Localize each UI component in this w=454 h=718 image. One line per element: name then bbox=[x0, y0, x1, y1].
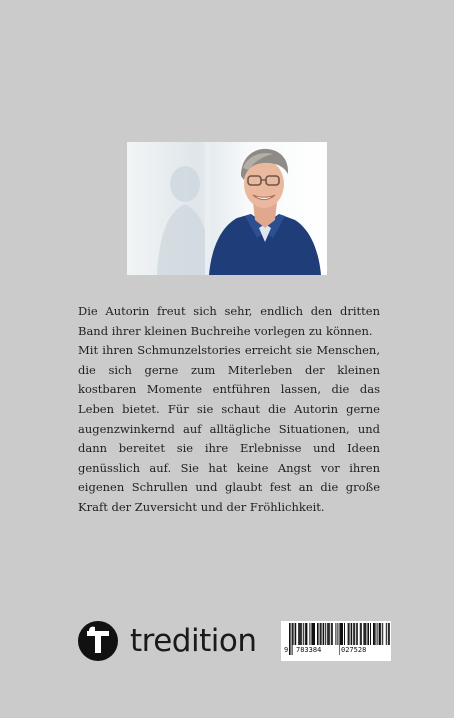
barcode-bar bbox=[353, 623, 354, 645]
barcode-bar bbox=[388, 623, 389, 645]
barcode-bar bbox=[303, 623, 304, 645]
barcode-bar bbox=[370, 623, 371, 645]
barcode-group-2: 027528 bbox=[341, 646, 367, 654]
barcode-bar bbox=[321, 623, 322, 645]
barcode-bar bbox=[327, 623, 328, 645]
barcode-bar bbox=[389, 623, 390, 645]
barcode-bar bbox=[348, 623, 349, 645]
barcode-bar bbox=[367, 623, 369, 645]
barcode-bar bbox=[351, 623, 353, 645]
barcode-bar bbox=[320, 623, 321, 645]
barcode-bar bbox=[349, 623, 350, 645]
isbn-barcode bbox=[281, 621, 391, 661]
barcode-first-digit: 9 bbox=[284, 646, 289, 654]
tredition-logo-icon bbox=[78, 621, 118, 661]
barcode-bar bbox=[293, 623, 294, 645]
barcode-bar bbox=[313, 623, 314, 645]
barcode-bar bbox=[328, 623, 330, 645]
barcode-bar bbox=[380, 623, 381, 645]
publisher-name: tredition bbox=[130, 623, 257, 659]
barcode-bar bbox=[335, 623, 336, 645]
barcode-bar bbox=[298, 623, 299, 645]
barcode-bar bbox=[386, 623, 387, 645]
author-photo bbox=[127, 142, 327, 275]
barcode-bar bbox=[382, 623, 383, 645]
barcode-bar bbox=[331, 623, 332, 645]
blurb-paragraph: Mit ihren Schmunzelstories erreicht sie Menschen, die sich gerne zum Miterleben der kleinen kostbaren Momente entführen lassen, die das Leben bietet. Für sie schaut die Autorin gerne augenzwinkernd auf alltägliche Situationen, und dann bereitet sie ihre Erlebnisse und Ideen genüsslich auf. Sie hat keine Angst vor ihren eigenen Schrullen und glaubt fest an die große Kraft der Zuversicht und der Fröhlichkeit. bbox=[78, 343, 380, 514]
barcode-bar bbox=[373, 623, 375, 645]
barcode-bar bbox=[356, 623, 358, 645]
barcode-bar bbox=[309, 623, 310, 645]
barcode-bar bbox=[344, 623, 345, 645]
barcode-bar bbox=[332, 623, 333, 645]
barcode-bar bbox=[306, 623, 308, 645]
barcode-bar bbox=[354, 623, 355, 645]
barcode-bar bbox=[360, 623, 361, 645]
barcode-bar bbox=[363, 623, 364, 645]
barcode-bar bbox=[300, 623, 302, 645]
author-blurb bbox=[78, 302, 380, 518]
barcode-bar bbox=[377, 623, 378, 645]
barcode-bar bbox=[299, 623, 300, 645]
barcode-bar bbox=[305, 623, 306, 645]
barcode-bar bbox=[311, 623, 313, 645]
barcode-bar bbox=[314, 623, 315, 645]
barcode-bar bbox=[364, 623, 365, 645]
barcode-bar bbox=[317, 623, 319, 645]
barcode-bar bbox=[375, 623, 376, 645]
blurb-paragraph: Die Autorin freut sich sehr, endlich den dritten Band ihrer kleinen Buchreihe vorlegen zu können. bbox=[78, 304, 380, 338]
barcode-bar bbox=[295, 623, 297, 645]
barcode-bar bbox=[379, 623, 381, 645]
publisher-logo bbox=[78, 620, 256, 662]
barcode-bar bbox=[361, 623, 362, 645]
barcode-bar bbox=[337, 623, 338, 645]
barcode-bar bbox=[323, 623, 325, 645]
barcode-bar bbox=[325, 623, 326, 645]
barcode-group-1: 783384 bbox=[296, 646, 322, 654]
barcode-bar bbox=[365, 623, 366, 645]
